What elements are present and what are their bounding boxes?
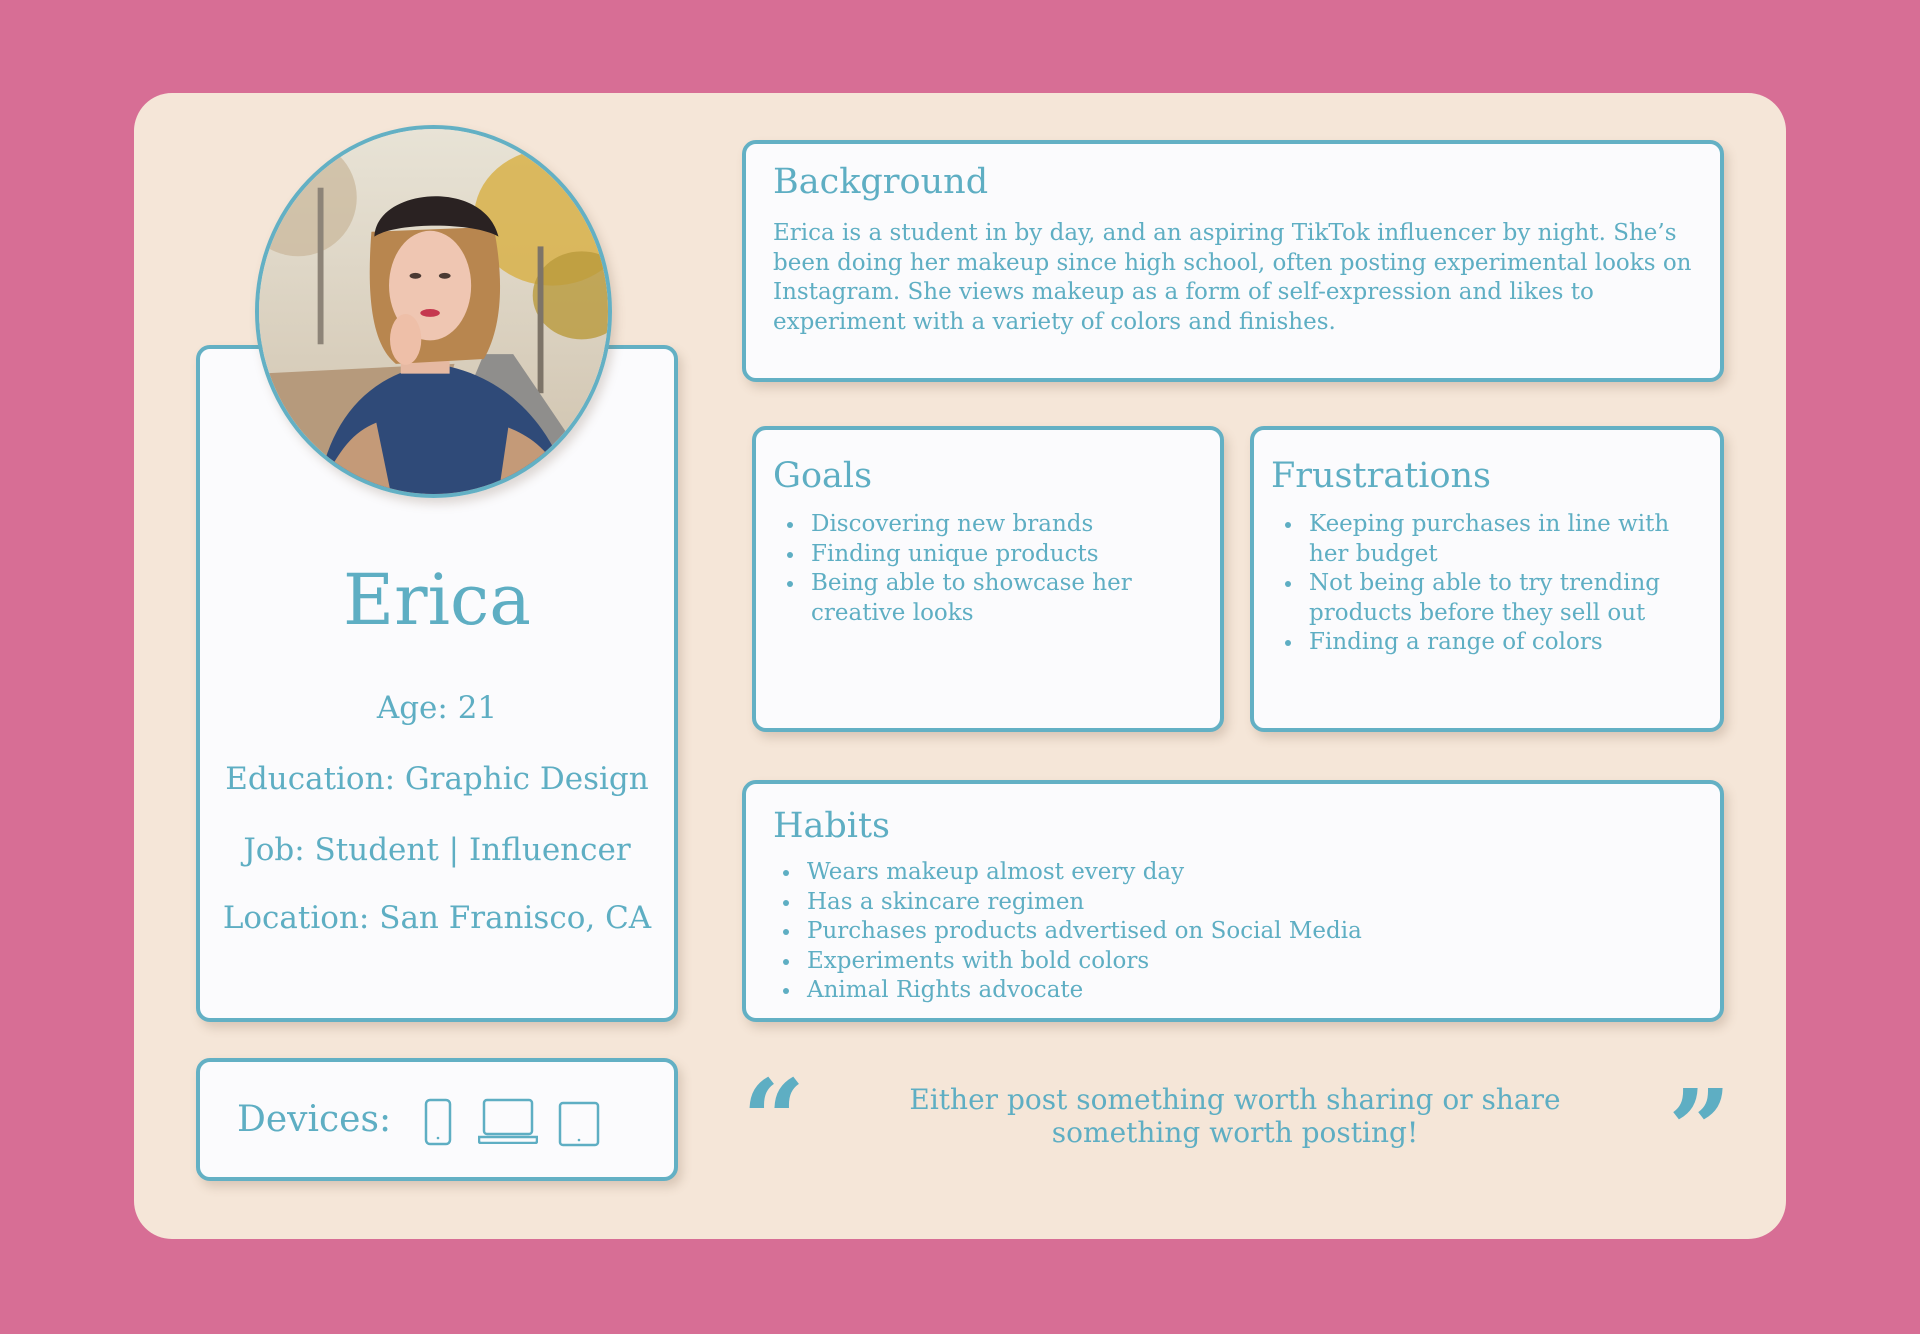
laptop-icon [478,1098,538,1148]
goals-list [773,510,1193,628]
list-item: Being able to showcase her creative looks [773,569,1193,628]
tablet-icon [558,1101,600,1151]
list-item: Keeping purchases in line with her budget [1271,510,1691,569]
list-item: Purchases products advertised on Social Media [769,917,1669,947]
education-text: Education: Graphic Design [225,761,649,797]
frustrations-title: Frustrations [1271,456,1492,496]
list-item: Animal Rights advocate [769,976,1669,1006]
persona-name: Erica [343,559,531,641]
habits-title: Habits [773,806,891,846]
background-title: Background [773,162,989,202]
list-item: Has a skincare regimen [769,888,1669,918]
quote-text: Either post something worth sharing or share something worth posting! [909,1083,1561,1149]
habits-list [769,858,1669,1006]
list-item: Discovering new brands [773,510,1193,540]
location-text: Location: San Franisco, CA [222,900,652,936]
age-text: Age: 21 [376,690,498,726]
job-text: Job: Student | Influencer [243,832,631,868]
frustrations-card [1250,426,1724,732]
open-quote-mark: “ [742,1055,806,1184]
habits-card [742,780,1724,1022]
profile-photo [255,125,612,498]
background-card [742,140,1724,382]
background-text: Erica is a student in by day, and an aspiring TikTok influencer by night. She’s been doing her makeup since high school, often posting experimental looks on Instagram. She views makeup as a form of self-expression and likes to experiment with a variety of colors and finishes. [773,220,1692,335]
goals-card [752,426,1224,732]
list-item: Finding a range of colors [1271,628,1691,658]
devices-card [196,1058,678,1181]
phone-icon [424,1098,452,1150]
devices-label: Devices: [237,1099,392,1140]
frustrations-list [1271,510,1691,658]
list-item: Finding unique products [773,540,1193,570]
list-item: Experiments with bold colors [769,947,1669,977]
close-quote-mark: ” [1668,1065,1732,1194]
goals-title: Goals [773,456,873,496]
list-item: Not being able to try trending products before they sell out [1271,569,1691,628]
list-item: Wears makeup almost every day [769,858,1669,888]
